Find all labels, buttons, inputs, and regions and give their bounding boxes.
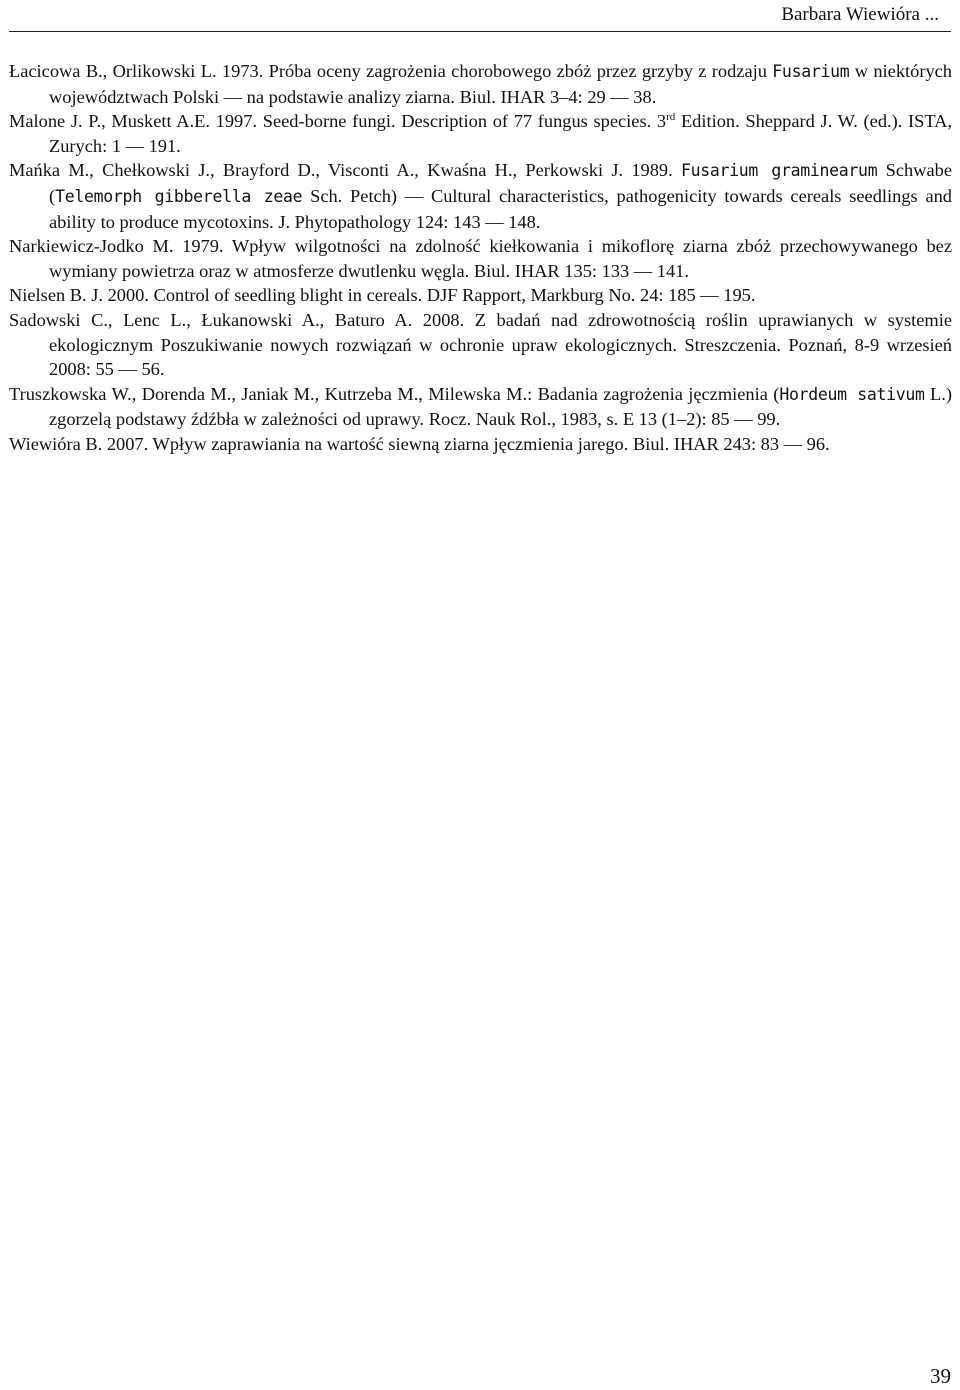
latin-name: Fusarium [772,62,850,81]
latin-name: Fusarium graminearum [680,161,878,181]
page-number: 39 [930,1364,951,1388]
running-header-title: Barbara Wiewióra ... [781,4,939,25]
reference-entry: Malone J. P., Muskett A.E. 1997. Seed-borne fungi. Description of 77 fungus species. 3rd Edition. Sheppard J. W. (ed.). ISTA, Zurych: 1 — 191. [9,111,953,156]
superscript: rd [666,111,676,124]
reference-entry: Nielsen B. J. 2000. Control of seedling blight in cereals. DJF Rapport, Markburg No. 24: 185 — 195. [9,285,756,306]
reference-entry: Narkiewicz-Jodko M. 1979. Wpływ wilgotności na zdolność kiełkowania i mikoflorę ziarna zbóż przechowywanego bez wymiany powietrza oraz w atmosferze dwutlenku węgla. Biul. IHAR 135: 133 — 141. [9,236,952,281]
reference-entry: Sadowski C., Lenc L., Łukanowski A., Baturo A. 2008. Z badań nad zdrowotnością roślin uprawianych w systemie ekologicznym Poszukiwanie nowych rozwiązań w ochronie upraw ekologicznych. Streszczenia. Poznań, 8-9 wrzesień 2008: 55 — 56. [9,309,952,380]
reference-entry: Mańka M., Chełkowski J., Brayford D., Visconti A., Kwaśna H., Perkowski J. 1989. Fusarium graminearum Schwabe (Telemorph gibberella zeae Sch. Petch) — Cultural characteristics, pathogenicity towards cereals seedlings and ability to produce mycotoxins. J. Phytopathology 124: 143 — 148. [9,160,952,232]
reference-list [9,59,952,457]
reference-entry: Wiewióra B. 2007. Wpływ zaprawiania na wartość siewną ziarna jęczmienia jarego. Biul. IHAR 243: 83 — 96. [9,433,830,454]
running-header [9,0,951,32]
reference-entry: Truszkowska W., Dorenda M., Janiak M., Kutrzeba M., Milewska M.: Badania zagrożenia jęczmienia (Hordeum sativum L.) zgorzelą podstawy źdźbła w zależności od uprawy. Rocz. Nauk Rol., 1983, s. E 13 (1–2): 85 — 99. [9,383,953,430]
latin-name: Telemorph gibberella zeae [55,186,303,206]
reference-entry: Łacicowa B., Orlikowski L. 1973. Próba oceny zagrożenia chorobowego zbóż przez grzyby z rodzaju Fusarium w niektórych województwach Polski — na podstawie analizy ziarna. Biul. IHAR 3–4: 29 — 38. [9,61,953,107]
latin-name: Hordeum sativum [779,384,925,404]
